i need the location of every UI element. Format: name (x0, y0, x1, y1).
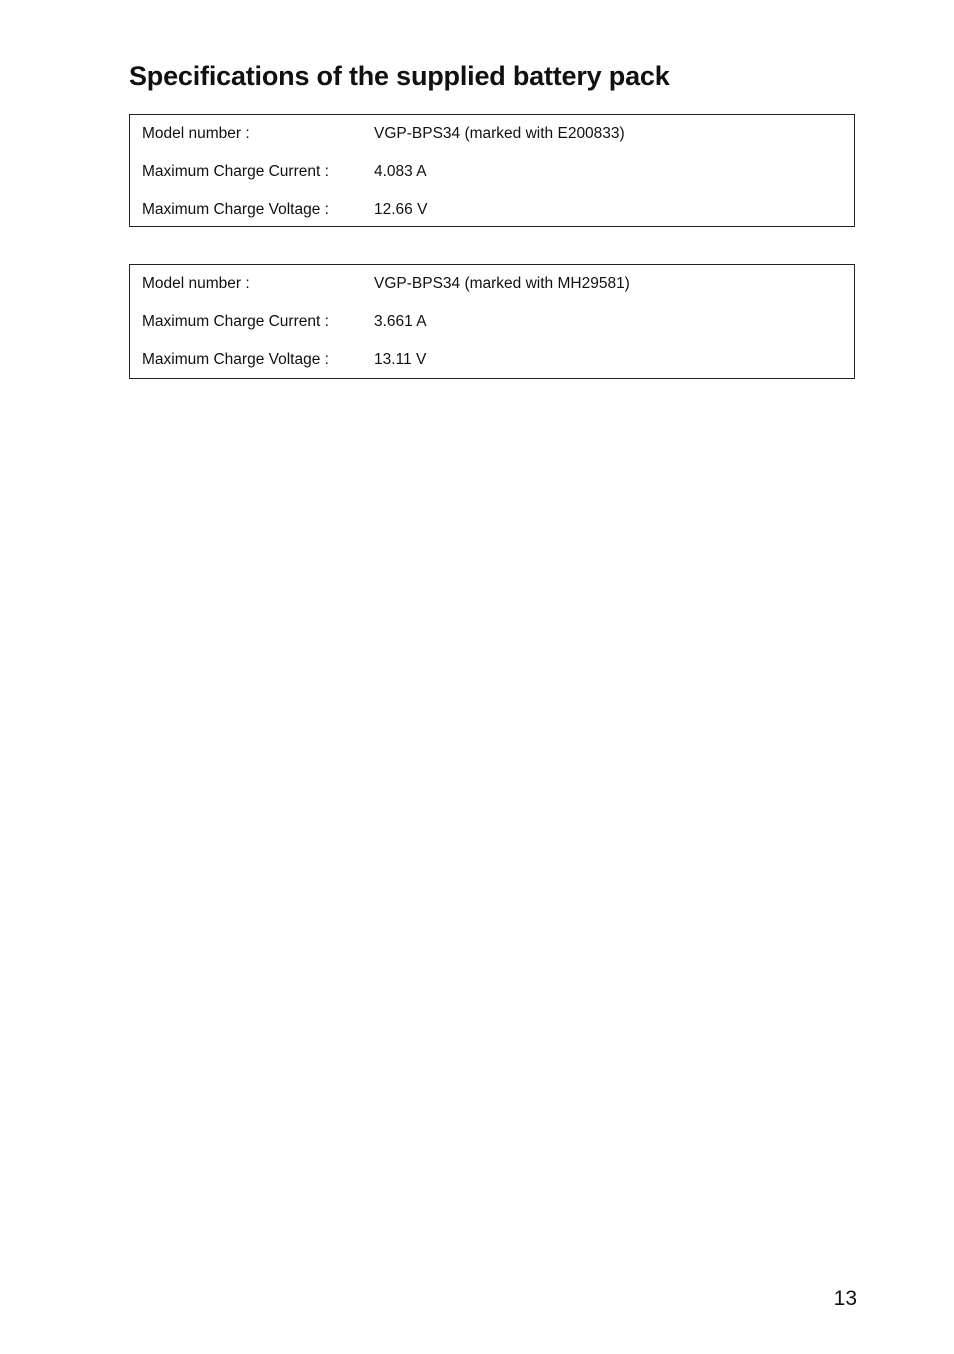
battery-spec-table-e200833 (129, 114, 855, 227)
spec-label: Model number : (142, 275, 250, 292)
spec-row-max-charge-current (130, 153, 854, 191)
spec-label: Maximum Charge Voltage : (142, 201, 329, 218)
spec-label: Maximum Charge Voltage : (142, 351, 329, 368)
spec-row-max-charge-voltage (130, 341, 854, 379)
battery-spec-table-mh29581 (129, 264, 855, 379)
spec-row-max-charge-current (130, 303, 854, 341)
spec-label: Model number : (142, 125, 250, 142)
spec-label: Maximum Charge Current : (142, 163, 329, 180)
page-title: Specifications of the supplied battery pack (129, 61, 670, 91)
spec-value: 12.66 V (374, 201, 428, 218)
spec-row-model-number (130, 265, 854, 303)
spec-value: VGP-BPS34 (marked with MH29581) (374, 275, 630, 292)
spec-row-model-number (130, 115, 854, 153)
spec-value: 3.661 A (374, 313, 427, 330)
page-number: 13 (833, 1287, 857, 1310)
spec-value: VGP-BPS34 (marked with E200833) (374, 125, 625, 142)
spec-row-max-charge-voltage (130, 191, 854, 229)
spec-label: Maximum Charge Current : (142, 313, 329, 330)
spec-value: 13.11 V (374, 351, 427, 368)
spec-value: 4.083 A (374, 163, 427, 180)
